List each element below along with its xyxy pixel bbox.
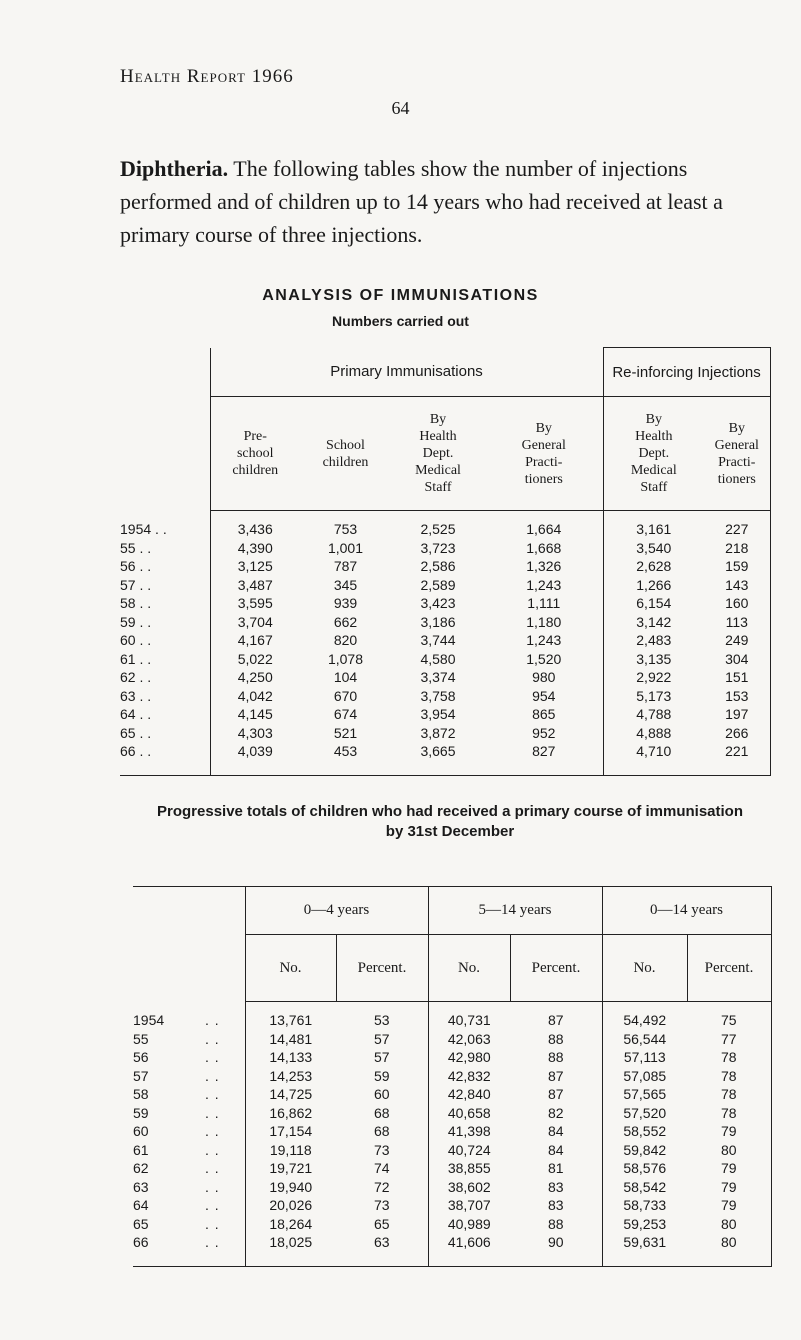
table-cell: 57,520 xyxy=(602,1104,687,1123)
row-year: 60 . . xyxy=(120,632,152,648)
table-cell: 3,872 xyxy=(420,724,456,741)
table-row xyxy=(120,687,770,706)
column-header-line: Medical xyxy=(630,463,677,478)
table-row xyxy=(120,705,770,724)
table-row xyxy=(133,1067,771,1086)
leader-dots: . . xyxy=(205,1160,220,1176)
table-cell: 40,989 xyxy=(428,1215,510,1234)
table2-corner xyxy=(133,887,245,935)
leader-dots: . . xyxy=(205,1030,220,1047)
table-cell: 1,111 xyxy=(485,594,603,613)
leader-dots: . . xyxy=(205,1141,220,1158)
column-header-line: tioners xyxy=(717,471,756,487)
table-cell: 197 xyxy=(704,705,770,724)
table-cell: 4,303 xyxy=(210,724,300,743)
leader-dots: . . xyxy=(205,1086,220,1102)
table-cell: 58,542 xyxy=(602,1178,687,1197)
leader-dots: . . xyxy=(205,1178,220,1195)
table-cell: 670 xyxy=(333,687,358,704)
table-cell: 59 xyxy=(373,1067,390,1084)
table-row xyxy=(133,1215,771,1234)
table-cell: 14,133 xyxy=(245,1048,336,1067)
table-cell: 3,704 xyxy=(210,613,300,632)
page-number: 64 xyxy=(391,98,410,118)
intro-lead: Diphtheria. xyxy=(120,156,229,181)
table-cell: 3,954 xyxy=(420,706,456,722)
table-cell: 151 xyxy=(704,668,770,687)
table-cell: 160 xyxy=(704,594,770,613)
table-cell: 2,628 xyxy=(636,558,672,574)
row-year: 61 xyxy=(133,1141,149,1158)
column-header-line: school xyxy=(236,446,274,461)
table1-column-header xyxy=(485,397,603,511)
table-cell: 13,761 xyxy=(245,1002,336,1030)
group-primary-immunisations: Primary Immunisations xyxy=(210,348,603,397)
row-year: 59 . . xyxy=(120,613,152,630)
column-header-line: children xyxy=(232,463,279,478)
table-cell: 4,788 xyxy=(636,706,672,722)
table-cell: 38,602 xyxy=(428,1178,510,1197)
table-cell: 78 xyxy=(687,1048,771,1067)
table-row xyxy=(120,576,770,595)
table-cell: 57,113 xyxy=(602,1048,687,1067)
table-cell: 57 xyxy=(373,1030,390,1047)
row-year: 55 . . xyxy=(120,539,152,556)
table2-group-header: 5—14 years xyxy=(428,887,602,935)
table-cell: 1,520 xyxy=(485,650,603,669)
table1-column-header xyxy=(603,397,704,511)
table-cell: 74 xyxy=(373,1160,390,1176)
table-cell: 58,576 xyxy=(602,1159,687,1178)
table1-corner-2 xyxy=(120,397,210,511)
table-cell: 2,525 xyxy=(420,521,456,537)
column-header-line: By xyxy=(535,420,552,436)
table-cell: 58,552 xyxy=(602,1122,687,1141)
table2-body xyxy=(133,1002,771,1267)
table-cell: 159 xyxy=(704,557,770,576)
table-cell: 753 xyxy=(333,521,358,537)
row-year: 63 xyxy=(133,1178,149,1195)
table1-column-header xyxy=(300,397,391,511)
table2-subcolumn-header: Percent. xyxy=(336,935,428,1002)
leader-dots: . . xyxy=(205,1104,220,1121)
table-cell: 865 xyxy=(485,705,603,724)
table-cell: 1,243 xyxy=(485,576,603,595)
table-cell: 17,154 xyxy=(245,1122,336,1141)
table-cell: 88 xyxy=(547,1030,564,1047)
table-cell: 63 xyxy=(336,1233,428,1266)
leader-dots: . . xyxy=(205,1049,220,1065)
table2-group-header: 0—4 years xyxy=(245,887,428,935)
leader-dots: . . xyxy=(205,1215,220,1232)
table-cell: 42,063 xyxy=(428,1030,510,1049)
row-year: 63 . . xyxy=(120,687,152,704)
column-header-line: tioners xyxy=(524,471,563,487)
column-header-line: Medical xyxy=(415,463,461,478)
column-header-line: Staff xyxy=(424,480,452,495)
table-cell: 56,544 xyxy=(602,1030,687,1049)
table-cell: 939 xyxy=(333,595,358,611)
table-cell: 75 xyxy=(687,1002,771,1030)
table2-subcolumn-header: No. xyxy=(602,935,687,1002)
row-year: 56 xyxy=(133,1049,149,1065)
table-cell: 42,980 xyxy=(428,1048,510,1067)
column-header-line: By xyxy=(645,412,662,427)
column-header-line: Health xyxy=(635,429,673,444)
table2-group-header: 0—14 years xyxy=(602,887,771,935)
table-cell: 1,180 xyxy=(485,613,603,632)
table-row xyxy=(120,511,770,539)
table-cell: 4,167 xyxy=(210,631,300,650)
table-cell: 14,725 xyxy=(245,1085,336,1104)
table-cell: 83 xyxy=(547,1178,564,1195)
table-cell: 980 xyxy=(485,668,603,687)
table1-column-header-row xyxy=(120,397,770,511)
table1-corner xyxy=(120,348,210,397)
table-cell: 41,606 xyxy=(428,1233,510,1266)
table-row xyxy=(120,613,770,632)
progressive-totals-table xyxy=(133,886,772,1267)
table-cell: 90 xyxy=(510,1233,602,1266)
table-cell: 3,540 xyxy=(636,539,672,556)
table-cell: 4,888 xyxy=(636,724,672,741)
table-cell: 59,631 xyxy=(602,1233,687,1266)
table-row xyxy=(133,1104,771,1123)
table1-column-header xyxy=(391,397,485,511)
table-cell: 1,664 xyxy=(485,511,603,539)
table2-subcolumn-header: No. xyxy=(428,935,510,1002)
table-cell: 68 xyxy=(373,1104,390,1121)
table-cell: 1,078 xyxy=(327,650,364,667)
table-cell: 1,326 xyxy=(485,557,603,576)
row-year: 58 xyxy=(133,1086,149,1102)
table-cell: 787 xyxy=(333,558,358,574)
table-cell: 4,042 xyxy=(210,687,300,706)
table-cell: 104 xyxy=(333,669,358,685)
table-cell: 266 xyxy=(704,724,770,743)
table-cell: 674 xyxy=(333,706,358,722)
leader-dots: . . xyxy=(205,1197,220,1213)
table-row xyxy=(133,1196,771,1215)
table-cell: 14,253 xyxy=(245,1067,336,1086)
table-cell: 78 xyxy=(687,1085,771,1104)
table-cell: 73 xyxy=(373,1197,390,1213)
row-year: 66 . . xyxy=(120,742,210,775)
row-year: 59 xyxy=(133,1104,149,1121)
table-cell: 3,374 xyxy=(420,669,456,685)
row-year: 65 . . xyxy=(120,724,152,741)
table-cell: 57,565 xyxy=(602,1085,687,1104)
table-cell: 53 xyxy=(373,1012,390,1028)
table-cell: 345 xyxy=(333,576,358,593)
row-year: 57 . . xyxy=(120,576,152,593)
table-cell: 304 xyxy=(704,650,770,669)
column-header-line: children xyxy=(322,454,369,470)
table-cell: 3,135 xyxy=(636,650,672,667)
row-year: 65 xyxy=(133,1215,149,1232)
table-cell: 88 xyxy=(547,1049,564,1065)
row-year: 66 xyxy=(133,1233,205,1266)
table-cell: 81 xyxy=(547,1160,564,1176)
table-cell: 218 xyxy=(704,539,770,558)
row-year: 64 xyxy=(133,1197,149,1213)
column-header-line: General xyxy=(521,437,566,453)
table2-group-header-row xyxy=(133,887,771,935)
intro-paragraph xyxy=(120,152,780,251)
table-cell: 2,589 xyxy=(420,576,456,593)
column-header-line: Pre- xyxy=(243,429,267,444)
table-cell: 3,487 xyxy=(210,576,300,595)
table2-subcolumn-header-row xyxy=(133,935,771,1002)
table-cell: 58,733 xyxy=(602,1196,687,1215)
table1-column-header xyxy=(210,397,300,511)
row-year: 58 . . xyxy=(120,595,152,611)
table-cell: 19,940 xyxy=(245,1178,336,1197)
table-cell: 3,142 xyxy=(636,613,672,630)
table-row xyxy=(133,1030,771,1049)
table-cell: 153 xyxy=(704,687,770,706)
table-cell: 14,481 xyxy=(245,1030,336,1049)
table-cell: 42,832 xyxy=(428,1067,510,1086)
table1-title: ANALYSIS OF IMMUNISATIONS xyxy=(262,287,539,304)
column-header-line: Staff xyxy=(640,480,668,495)
table-row xyxy=(133,1178,771,1197)
table-row xyxy=(120,650,770,669)
table-cell: 521 xyxy=(333,724,358,741)
table-cell: 2,483 xyxy=(636,632,672,648)
table2-subcolumn-header: Percent. xyxy=(687,935,771,1002)
table-cell: 4,145 xyxy=(210,705,300,724)
table-cell: 2,586 xyxy=(420,558,456,574)
column-header-line: Health xyxy=(419,429,457,444)
table-cell: 59,253 xyxy=(602,1215,687,1234)
table-cell: 40,731 xyxy=(428,1002,510,1030)
column-header-line: General xyxy=(714,437,759,453)
table-row xyxy=(133,1159,771,1178)
row-year: 1954 xyxy=(133,1011,165,1028)
leader-dots: . . xyxy=(205,1123,220,1139)
table-cell: 20,026 xyxy=(245,1196,336,1215)
row-year: 62 . . xyxy=(120,669,152,685)
table-cell: 54,492 xyxy=(602,1002,687,1030)
table2-corner-2 xyxy=(133,935,245,1002)
table-cell: 2,922 xyxy=(636,669,672,685)
table-row xyxy=(133,1085,771,1104)
table-cell: 3,665 xyxy=(391,742,485,775)
table-cell: 59,842 xyxy=(602,1141,687,1160)
table-cell: 3,758 xyxy=(420,687,456,704)
table-cell: 80 xyxy=(687,1215,771,1234)
table-row xyxy=(120,539,770,558)
table-row xyxy=(133,1233,771,1266)
table-cell: 3,125 xyxy=(210,557,300,576)
table-cell: 827 xyxy=(485,742,603,775)
table-cell: 40,724 xyxy=(428,1141,510,1160)
table-cell: 60 xyxy=(373,1086,390,1102)
table-cell: 38,707 xyxy=(428,1196,510,1215)
table-row xyxy=(133,1002,771,1030)
table-cell: 18,025 xyxy=(245,1233,336,1266)
table-cell: 68 xyxy=(373,1123,390,1139)
table-row xyxy=(133,1141,771,1160)
immunisations-analysis-table xyxy=(120,347,771,776)
table-row xyxy=(120,631,770,650)
table-cell: 1,243 xyxy=(485,631,603,650)
intro-text: The following tables show the number of injections performed and of children up to 14 years who had received at least a primary course of three injections. xyxy=(120,156,723,247)
column-header-line: School xyxy=(326,437,365,453)
group-reinforcing-injections: Re-inforcing Injections xyxy=(603,348,770,397)
table-row xyxy=(120,742,770,775)
table-cell: 88 xyxy=(547,1215,564,1232)
row-year: 1954 . . xyxy=(120,520,167,537)
column-header-line: By xyxy=(728,420,745,436)
table-cell: 40,658 xyxy=(428,1104,510,1123)
table-cell: 820 xyxy=(333,632,358,648)
table-cell: 113 xyxy=(704,613,770,632)
table-cell: 84 xyxy=(547,1123,564,1139)
table-cell: 3,186 xyxy=(420,613,456,630)
table-cell: 65 xyxy=(373,1215,390,1232)
column-header-line: Dept. xyxy=(638,446,670,461)
leader-dots: . . xyxy=(205,1011,220,1028)
table-cell: 3,744 xyxy=(420,632,456,648)
table-cell: 80 xyxy=(687,1233,771,1266)
table-cell: 77 xyxy=(687,1030,771,1049)
table-cell: 1,266 xyxy=(636,576,672,593)
table-cell: 84 xyxy=(547,1141,564,1158)
table-cell: 78 xyxy=(687,1104,771,1123)
table1-subtitle: Numbers carried out xyxy=(332,313,469,329)
table-cell: 1,001 xyxy=(327,539,364,556)
table-cell: 78 xyxy=(687,1067,771,1086)
table-cell: 87 xyxy=(547,1086,564,1102)
table-cell: 80 xyxy=(687,1141,771,1160)
table-cell: 87 xyxy=(547,1012,564,1028)
row-year: 56 . . xyxy=(120,558,152,574)
row-year: 61 . . xyxy=(120,650,152,667)
table-cell: 79 xyxy=(687,1159,771,1178)
table-cell: 82 xyxy=(547,1104,564,1121)
table2-title-line2: by 31st December xyxy=(385,823,515,840)
table-cell: 57 xyxy=(373,1049,390,1065)
table-cell: 57,085 xyxy=(602,1067,687,1086)
table-cell: 16,862 xyxy=(245,1104,336,1123)
table-cell: 73 xyxy=(373,1141,390,1158)
table-cell: 3,595 xyxy=(210,594,300,613)
table-cell: 87 xyxy=(547,1067,564,1084)
column-header-line: By xyxy=(429,412,447,427)
table-cell: 79 xyxy=(687,1178,771,1197)
table-cell: 249 xyxy=(704,631,770,650)
table2-subcolumn-header: Percent. xyxy=(510,935,602,1002)
row-year: 64 . . xyxy=(120,706,152,722)
table-row xyxy=(120,724,770,743)
table-cell: 19,721 xyxy=(245,1159,336,1178)
table-cell: 19,118 xyxy=(245,1141,336,1160)
table-cell: 41,398 xyxy=(428,1122,510,1141)
table-cell: 4,390 xyxy=(210,539,300,558)
table-cell: 18,264 xyxy=(245,1215,336,1234)
table-row xyxy=(120,668,770,687)
table-cell: 954 xyxy=(485,687,603,706)
table-cell: 143 xyxy=(704,576,770,595)
table1-column-header xyxy=(704,397,770,511)
row-year: 55 xyxy=(133,1030,149,1047)
table-row xyxy=(133,1122,771,1141)
table-cell: 221 xyxy=(704,742,770,775)
table1-body xyxy=(120,511,770,776)
table-row xyxy=(133,1048,771,1067)
table-cell: 952 xyxy=(485,724,603,743)
table2-title-line1: Progressive totals of children who had received a primary course of immunisation xyxy=(157,803,743,820)
row-year: 57 xyxy=(133,1067,149,1084)
table-cell: 1,668 xyxy=(485,539,603,558)
table-cell: 4,039 xyxy=(210,742,300,775)
table2-title xyxy=(100,802,800,842)
table-cell: 453 xyxy=(300,742,391,775)
table2-subcolumn-header: No. xyxy=(245,935,336,1002)
table-cell: 4,580 xyxy=(420,650,456,667)
table-row xyxy=(120,594,770,613)
table-cell: 6,154 xyxy=(636,595,672,611)
table-row xyxy=(120,557,770,576)
table-cell: 79 xyxy=(687,1122,771,1141)
table-cell: 3,161 xyxy=(636,521,672,537)
table-cell: 38,855 xyxy=(428,1159,510,1178)
running-head: Health Report 1966 xyxy=(120,66,294,87)
table-cell: 3,423 xyxy=(420,595,456,611)
table-cell: 662 xyxy=(333,613,358,630)
row-year: 60 xyxy=(133,1123,149,1139)
table-cell: 83 xyxy=(547,1197,564,1213)
table-cell: 72 xyxy=(373,1178,390,1195)
table-cell: 5,173 xyxy=(636,687,672,704)
column-header-line: Practi- xyxy=(718,454,756,470)
leader-dots: . . xyxy=(205,1067,220,1084)
table-cell: 79 xyxy=(687,1196,771,1215)
column-header-line: Practi- xyxy=(525,454,563,470)
table-cell: 227 xyxy=(704,511,770,539)
table-cell: 4,710 xyxy=(603,742,704,775)
column-header-line: Dept. xyxy=(422,446,454,461)
table-cell: 5,022 xyxy=(210,650,300,669)
table-cell: 42,840 xyxy=(428,1085,510,1104)
leader-dots: . . xyxy=(205,1233,245,1266)
row-year: 62 xyxy=(133,1160,149,1176)
table-cell: 4,250 xyxy=(210,668,300,687)
table-cell: 3,436 xyxy=(210,511,300,539)
table-cell: 3,723 xyxy=(420,539,456,556)
